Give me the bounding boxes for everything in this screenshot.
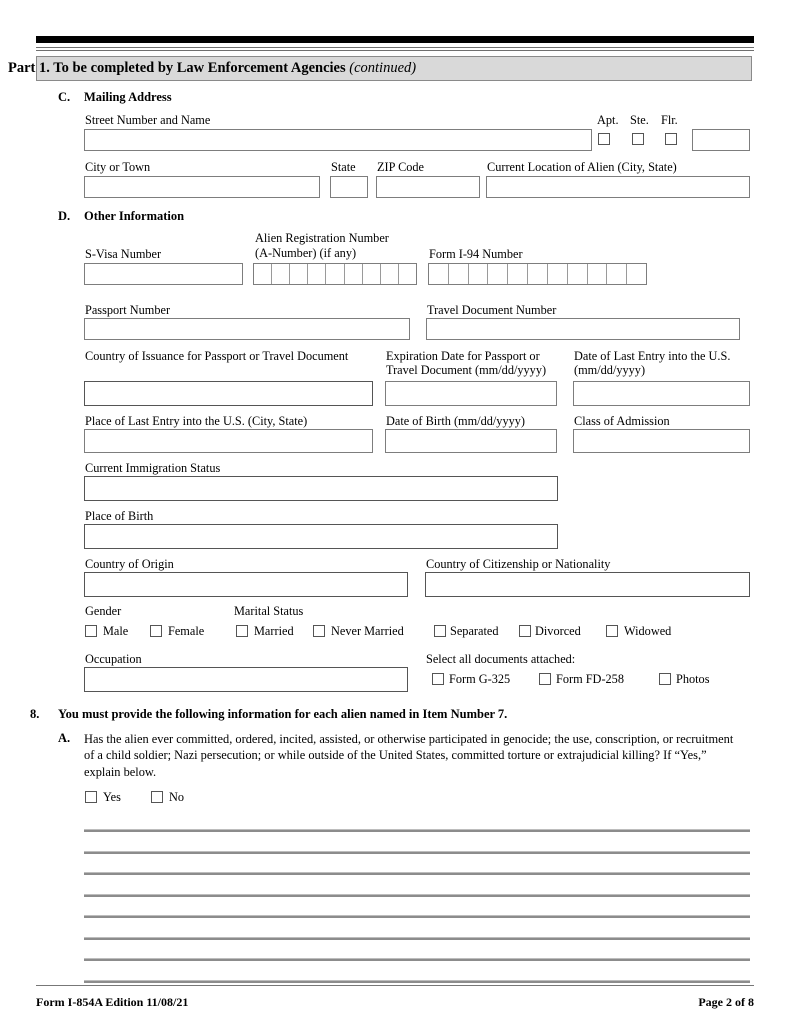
- comb-cell[interactable]: [363, 264, 381, 284]
- anumber-input[interactable]: [253, 263, 417, 285]
- marital-never-married-label: Never Married: [331, 624, 404, 638]
- flr-label: Flr.: [661, 113, 678, 127]
- dob-input[interactable]: [385, 429, 557, 453]
- answer-line[interactable]: [84, 958, 750, 961]
- comb-cell[interactable]: [308, 264, 326, 284]
- document-g325-label: Form G-325: [449, 672, 511, 686]
- current-location-label: Current Location of Alien (City, State): [487, 160, 677, 174]
- marital-married-label: Married: [254, 624, 294, 638]
- apt-label: Apt.: [597, 113, 619, 127]
- item-8a-no-label: No: [169, 790, 185, 804]
- comb-cell[interactable]: [449, 264, 469, 284]
- country-origin-input[interactable]: [84, 572, 408, 597]
- item-8a-letter: A.: [58, 731, 71, 745]
- comb-cell[interactable]: [568, 264, 588, 284]
- documents-attached-label: Select all documents attached:: [426, 652, 576, 666]
- document-g325-checkbox[interactable]: [432, 673, 444, 685]
- gender-female-label: Female: [168, 624, 205, 638]
- apt-checkbox[interactable]: [598, 133, 610, 145]
- ste-label: Ste.: [630, 113, 649, 127]
- answer-line[interactable]: [84, 937, 750, 940]
- flr-checkbox[interactable]: [665, 133, 677, 145]
- item-8a-text: Has the alien ever committed, ordered, incited, assisted, or otherwise participated in genocide; the use, conscription, or recruitment of a child soldier; Nazi persecution; or while outside of the United States, committed torture or extrajudicial killing? If “Yes,” explain below.: [84, 732, 734, 779]
- comb-cell[interactable]: [254, 264, 272, 284]
- comb-cell[interactable]: [528, 264, 548, 284]
- occupation-label: Occupation: [85, 652, 142, 666]
- footer-page-number: Page 2 of 8: [698, 995, 754, 1009]
- street-input[interactable]: [84, 129, 592, 151]
- marital-separated-label: Separated: [450, 624, 499, 638]
- passport-input[interactable]: [84, 318, 410, 340]
- item-8a-no-checkbox[interactable]: [151, 791, 163, 803]
- immigration-status-label: Current Immigration Status: [85, 461, 221, 475]
- occupation-input[interactable]: [84, 667, 408, 692]
- comb-cell[interactable]: [588, 264, 608, 284]
- document-photos-label: Photos: [676, 672, 710, 686]
- gender-male-label: Male: [103, 624, 129, 638]
- comb-cell[interactable]: [429, 264, 449, 284]
- comb-cell[interactable]: [381, 264, 399, 284]
- zip-label: ZIP Code: [377, 160, 425, 174]
- part-header-title: [8, 60, 416, 77]
- item-8-number: 8.: [30, 707, 40, 721]
- travel-document-label: Travel Document Number: [427, 303, 557, 317]
- document-fd258-label: Form FD-258: [556, 672, 624, 686]
- immigration-status-input[interactable]: [84, 476, 558, 501]
- class-admission-input[interactable]: [573, 429, 750, 453]
- anumber-label-line1: Alien Registration Number: [255, 231, 389, 245]
- ste-checkbox[interactable]: [632, 133, 644, 145]
- comb-cell[interactable]: [290, 264, 308, 284]
- last-entry-date-label: Date of Last Entry into the U.S. (mm/dd/yyyy): [574, 349, 731, 377]
- section-d-letter: D.: [58, 209, 71, 223]
- comb-cell[interactable]: [488, 264, 508, 284]
- section-d-title: Other Information: [84, 209, 185, 223]
- place-last-entry-label: Place of Last Entry into the U.S. (City, State): [85, 414, 308, 428]
- marital-divorced-checkbox[interactable]: [519, 625, 531, 637]
- item-8a-yes-checkbox[interactable]: [85, 791, 97, 803]
- document-photos-checkbox[interactable]: [659, 673, 671, 685]
- place-of-birth-label: Place of Birth: [85, 509, 154, 523]
- state-label: State: [331, 160, 356, 174]
- country-issuance-label: Country of Issuance for Passport or Travel Document: [85, 349, 349, 363]
- dob-label: Date of Birth (mm/dd/yyyy): [386, 414, 526, 428]
- comb-cell[interactable]: [326, 264, 344, 284]
- current-location-input[interactable]: [486, 176, 750, 198]
- expiration-date-label: Expiration Date for Passport or Travel Document (mm/dd/yyyy): [386, 349, 547, 377]
- city-input[interactable]: [84, 176, 320, 198]
- zip-input[interactable]: [376, 176, 480, 198]
- travel-document-input[interactable]: [426, 318, 740, 340]
- unit-number-input[interactable]: [692, 129, 750, 151]
- comb-cell[interactable]: [607, 264, 627, 284]
- answer-line[interactable]: [84, 915, 750, 918]
- section-c-title: Mailing Address: [84, 90, 172, 104]
- comb-cell[interactable]: [508, 264, 528, 284]
- comb-cell[interactable]: [469, 264, 489, 284]
- comb-cell[interactable]: [345, 264, 363, 284]
- marital-never-married-checkbox[interactable]: [313, 625, 325, 637]
- marital-widowed-label: Widowed: [624, 624, 672, 638]
- gender-female-checkbox[interactable]: [150, 625, 162, 637]
- section-c-letter: C.: [58, 90, 71, 104]
- comb-cell[interactable]: [272, 264, 290, 284]
- anumber-label-line2: (A-Number) (if any): [255, 246, 357, 260]
- part-header-continued: (continued): [349, 60, 417, 76]
- passport-label: Passport Number: [85, 303, 171, 317]
- marital-widowed-checkbox[interactable]: [606, 625, 618, 637]
- class-admission-label: Class of Admission: [574, 414, 670, 428]
- item-8-title: You must provide the following information for each alien named in Item Number 7.: [58, 707, 508, 721]
- place-last-entry-input[interactable]: [84, 429, 373, 453]
- answer-line[interactable]: [84, 829, 750, 832]
- country-citizenship-label: Country of Citizenship or Nationality: [426, 557, 611, 571]
- document-fd258-checkbox[interactable]: [539, 673, 551, 685]
- marital-married-checkbox[interactable]: [236, 625, 248, 637]
- comb-cell[interactable]: [548, 264, 568, 284]
- marital-divorced-label: Divorced: [535, 624, 581, 638]
- street-label: Street Number and Name: [85, 113, 211, 127]
- city-label: City or Town: [85, 160, 151, 174]
- last-entry-date-input[interactable]: [573, 381, 750, 406]
- marital-status-label: Marital Status: [234, 604, 304, 618]
- footer-form-id: Form I-854A Edition 11/08/21: [36, 995, 189, 1009]
- expiration-date-input[interactable]: [385, 381, 557, 406]
- comb-cell[interactable]: [399, 264, 416, 284]
- footer-rule: [36, 985, 754, 986]
- marital-separated-checkbox[interactable]: [434, 625, 446, 637]
- answer-line[interactable]: [84, 894, 750, 897]
- country-citizenship-input[interactable]: [425, 572, 750, 597]
- i94-input[interactable]: [428, 263, 647, 285]
- i94-label: Form I-94 Number: [429, 247, 523, 261]
- answer-line[interactable]: [84, 980, 750, 983]
- country-issuance-input[interactable]: [84, 381, 373, 406]
- answer-line[interactable]: [84, 872, 750, 875]
- comb-cell[interactable]: [627, 264, 646, 284]
- svisa-label: S-Visa Number: [85, 247, 162, 261]
- part-header-label: Part 1. To be completed by Law Enforcement Agencies: [8, 60, 346, 76]
- state-input[interactable]: [330, 176, 368, 198]
- gender-label: Gender: [85, 604, 122, 618]
- svisa-input[interactable]: [84, 263, 243, 285]
- top-rule-thick: [36, 36, 754, 43]
- top-rule-thin-lower: [36, 50, 754, 51]
- country-origin-label: Country of Origin: [85, 557, 174, 571]
- gender-male-checkbox[interactable]: [85, 625, 97, 637]
- answer-line[interactable]: [84, 851, 750, 854]
- item-8a-yes-label: Yes: [103, 790, 121, 804]
- top-rule-thin-upper: [36, 47, 754, 48]
- place-of-birth-input[interactable]: [84, 524, 558, 549]
